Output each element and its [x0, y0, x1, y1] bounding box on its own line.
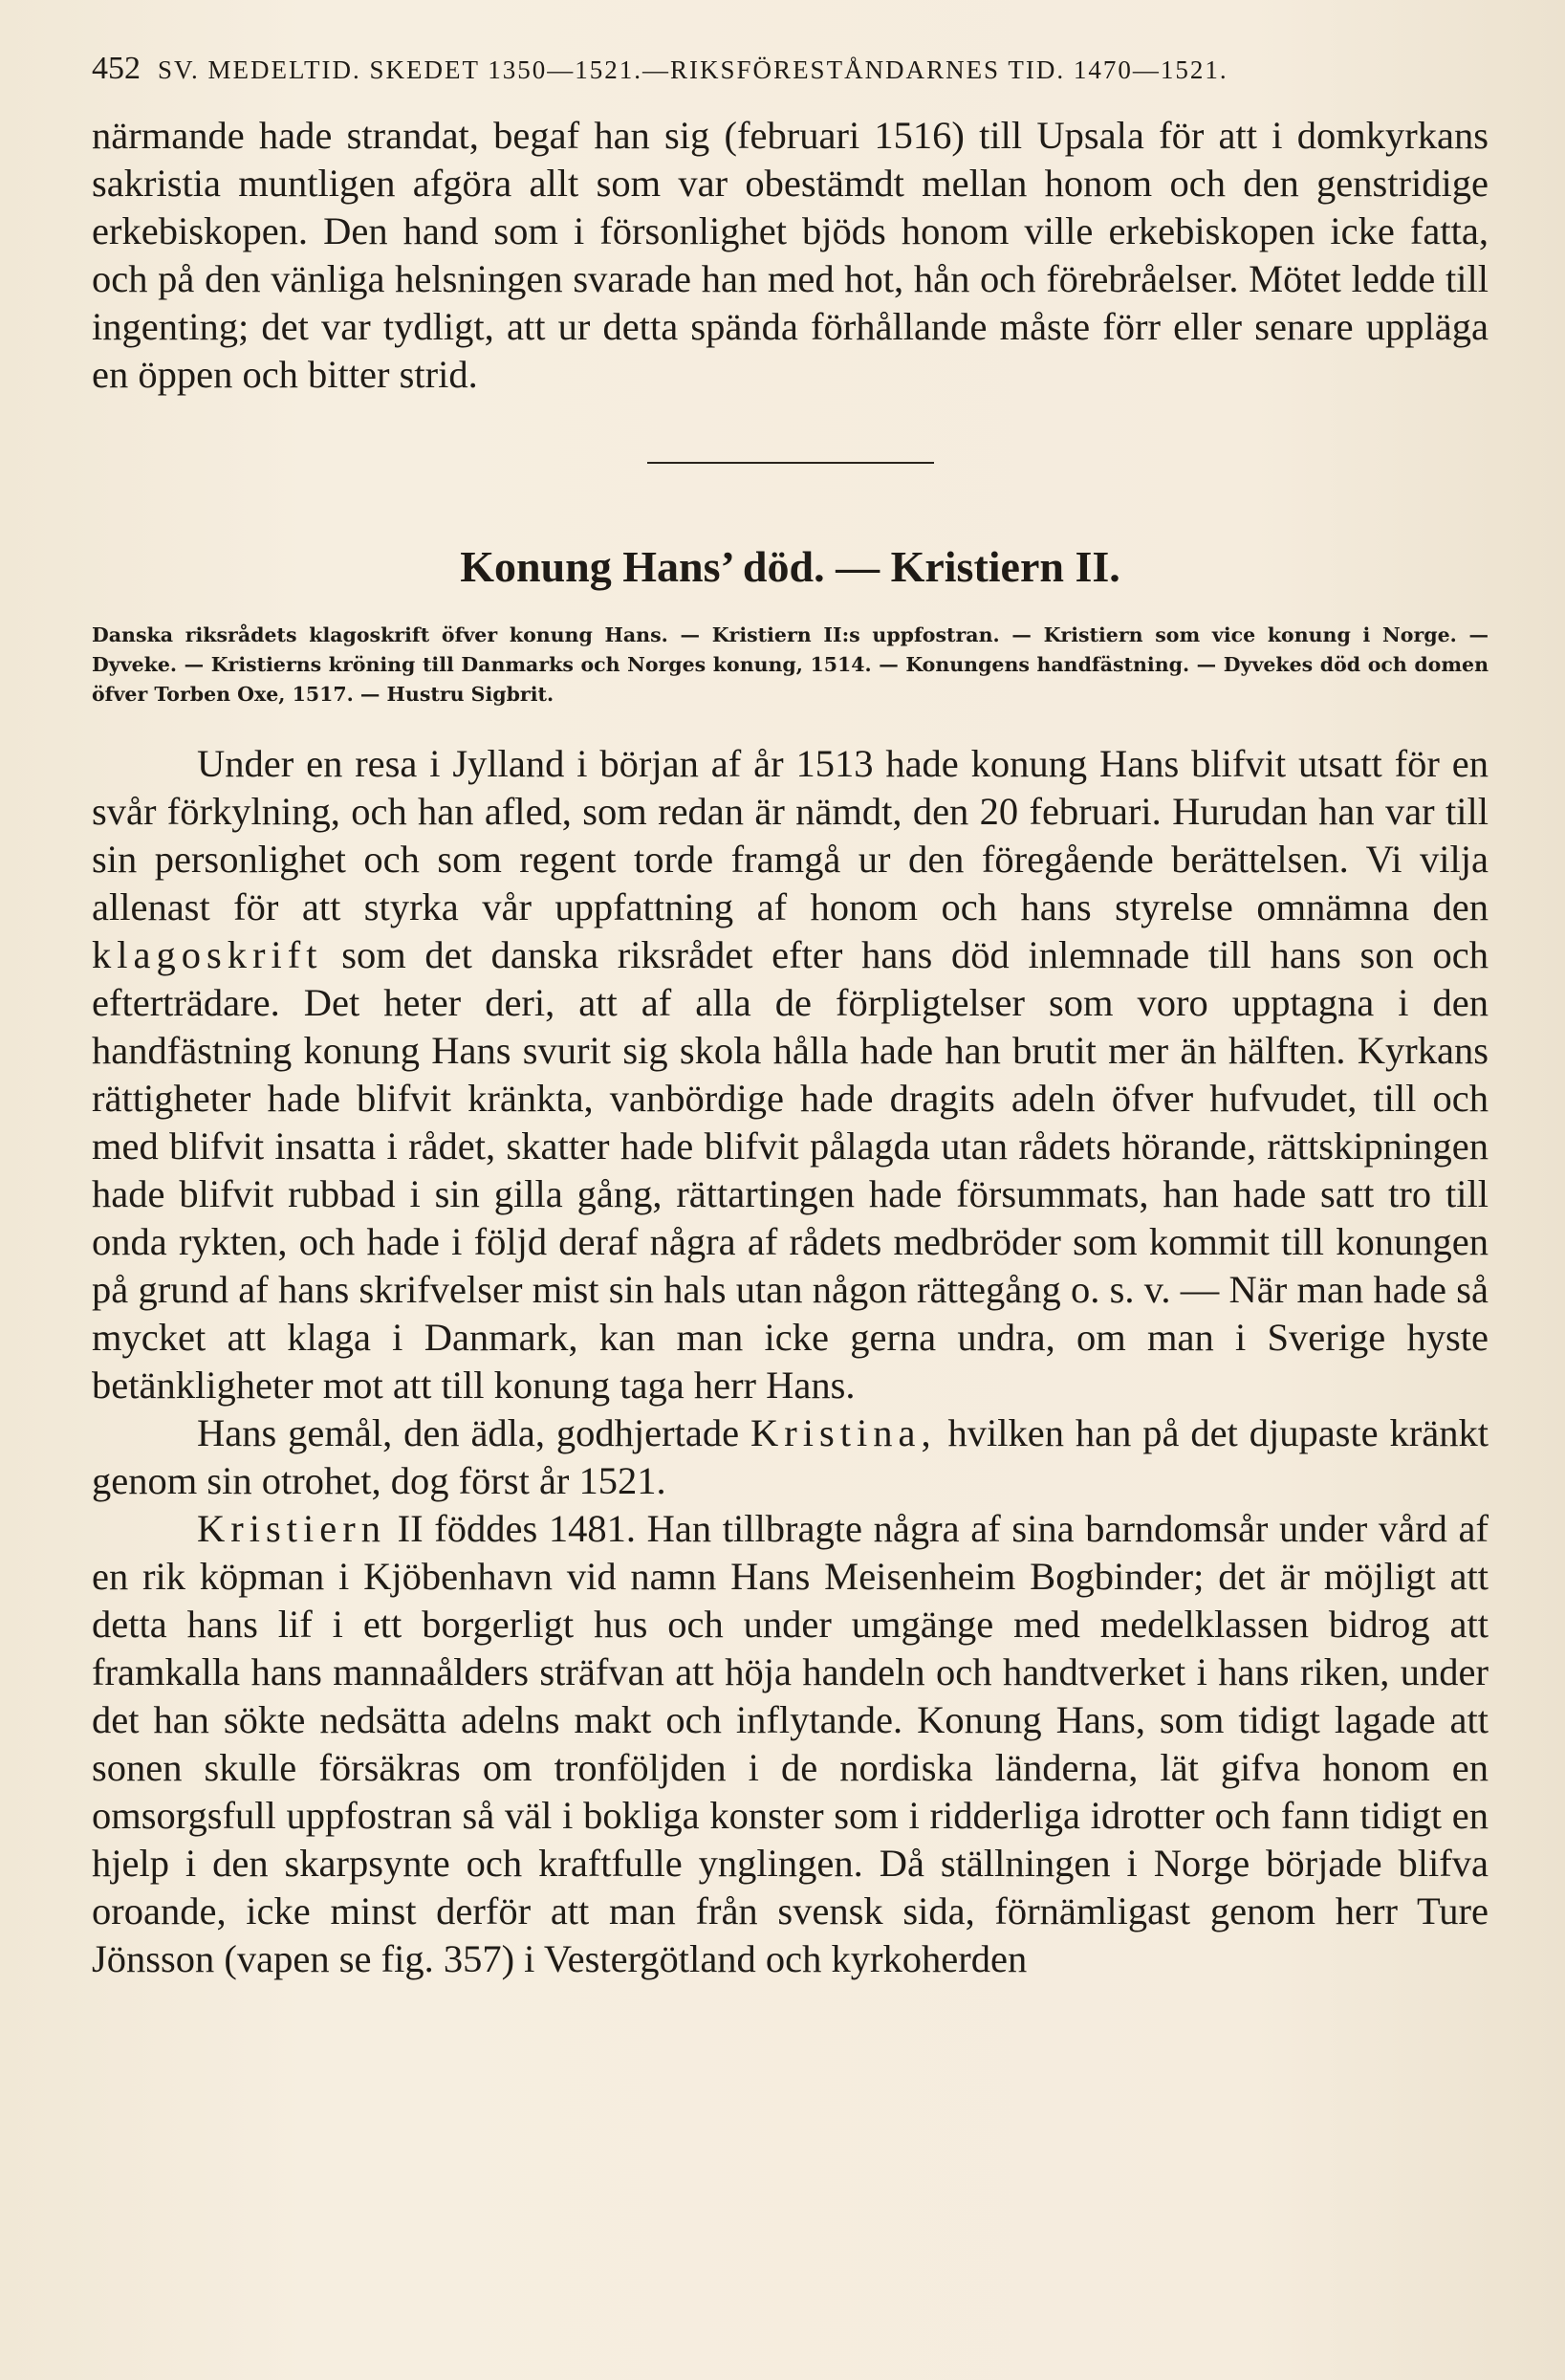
emphasized-term: Kristiern: [197, 1507, 386, 1550]
page-number: 452: [92, 51, 141, 86]
running-header: [92, 50, 1489, 89]
paragraph-text: II föddes 1481. Han tillbragte några af sina barndomsår under vård af en rik köpman i Kjöbenhavn vid namn Hans Meisenheim Bogbinder; det är möjligt att detta hans lif i ett borgerligt hus och under umgänge med medelklassen bidrog att framkalla hans mannaålders sträfvan att höja handeln och handtverket i hans riken, under det han sökte nedsätta adelns makt och inflytande. Konung Hans, som tidigt lagade att sonen skulle försäkras om tronföljden i de nordiska länderna, lät gifva honom en omsorgsfull uppfostran så väl i bokliga konster som i ridderliga idrotter och fann tidigt en hjelp i den skarpsynte och kraftfulle ynglingen. Då ställningen i Norge började blifva oroande, icke minst derför att man från svensk sida, förnämligast genom herr Ture Jönsson (vapen se fig. 357) i Vestergötland och kyrkoherden: [92, 1507, 1489, 1980]
section-title: Konung Hans’ död. — Kristiern II.: [460, 542, 1120, 591]
paragraph-text: hvilken han på det djupaste kränkt genom sin otrohet, dog först år 1521.: [92, 1411, 1489, 1502]
paragraph-text: Hans gemål, den ädla, godhjertade: [197, 1411, 740, 1454]
body-paragraph-2: [92, 1409, 1489, 1505]
paragraph-text: som det danska riksrådet efter hans död inlemnade till hans son och efterträdare. Det heter deri, att af alla de förpligtelser som voro upptagna i den handfästning konung Hans svurit sig skola hålla hade han brutit mer än hälften. Kyrkans rättigheter hade blifvit kränkta, vanbördige hade dragits adeln öfver hufvudet, till och med blifvit insatta i rådet, skatter hade blifvit pålagda utan rådets hörande, rättskipningen hade blifvit rubbad i sin gilla gång, rättartingen hade försummats, han hade satt tro till onda rykten, och hade i följd deraf några af rådets medbröder som kommit till konungen på grund af hans skrifvelser mist sin hals utan någon rättegång o. s. v. — När man hade så mycket att klaga i Danmark, kan man icke gerna undra, om man i Sverige hyste betänkligheter mot att till konung taga herr Hans.: [92, 933, 1489, 1407]
emphasized-term: Kristina,: [750, 1411, 937, 1454]
section-summary: Danska riksrådets klagoskrift öfver konung Hans. — Kristiern II:s uppfostran. — Kristiern som vice konung i Norge. — Dyveke. — Kristierns kröning till Danmarks och Norges konung, 1514. — Konungens handfästning. — Dyvekes död och domen öfver Torben Oxe, 1517. — Hustru Sigbrit.: [92, 623, 1489, 706]
paragraph-text: Under en resa i Jylland i början af år 1513 hade konung Hans blifvit utsatt för en svår förkylning, och han afled, som redan är nämdt, den 20 februari. Hurudan han var till sin personlighet och som regent torde framgå ur den föregående berättelsen. Vi vilja allenast för att styrka vår uppfattning af honom och hans styrelse omnämna den: [92, 742, 1489, 928]
section-divider: [647, 462, 934, 464]
running-title: SV. MEDELTID. SKEDET 1350—1521.—RIKSFÖRESTÅNDARNES TID. 1470—1521.: [158, 55, 1228, 84]
body-paragraph-1: [92, 740, 1489, 1409]
intro-paragraph: närmande hade strandat, begaf han sig (februari 1516) till Upsala för att i domkyrkans sakristia muntligen afgöra allt som var obestämdt mellan honom och den genstridige erkebiskopen. Den hand som i försonlighet bjöds honom ville erkebiskopen icke fatta, och på den vänliga helsningen svarade han med hot, hån och förebråelser. Mötet ledde till ingenting; det var tydligt, att ur detta spända förhållande måste förr eller senare uppläga en öppen och bitter strid.: [92, 114, 1489, 396]
emphasized-term: klagoskrift: [92, 933, 323, 976]
body-paragraph-3: [92, 1505, 1489, 1983]
